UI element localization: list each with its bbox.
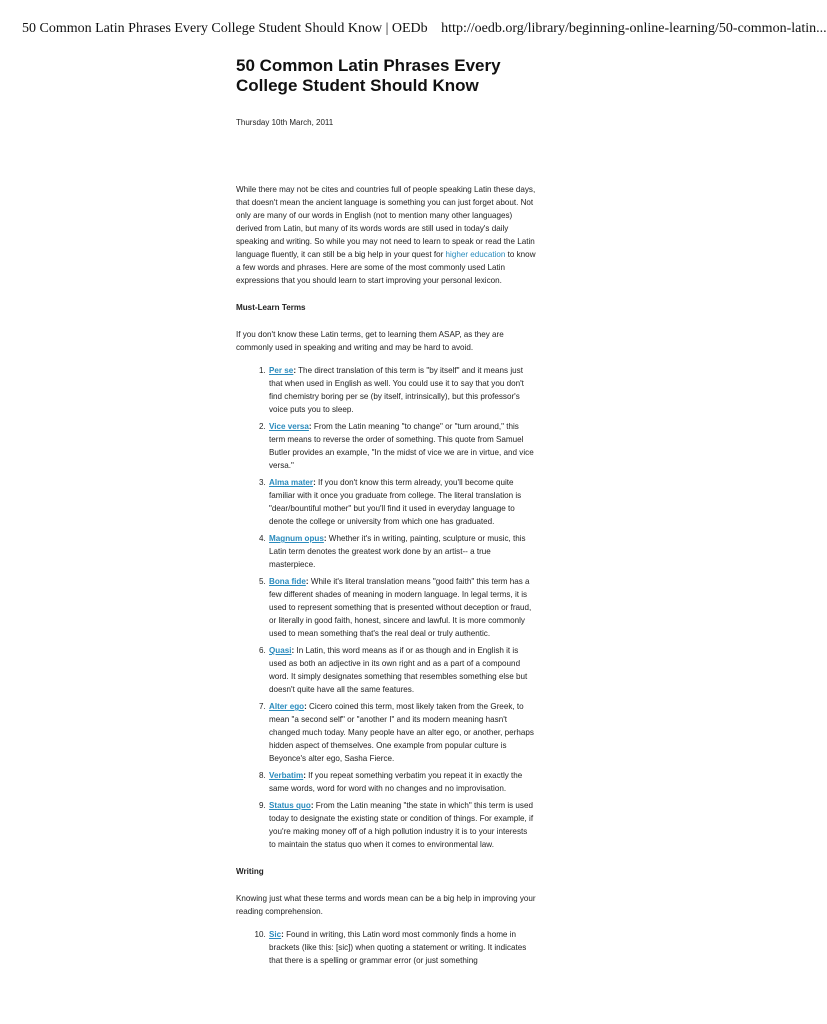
intro-text-before: While there may not be cites and countries full of people speaking Latin these days, that doesn't mean the ancient language is something you can just forget about. Not only are many of our words in English (not to mention many other languages) derived from Latin, but many of its words words are still used in today's daily speaking and writing. So while you may not need to learn to speak or read the Latin language fluently, it can still be a big help in your quest for [236,185,536,259]
term-link[interactable]: Per se [269,366,294,375]
term-list-item [268,532,536,571]
term-definition: Found in writing, this Latin word most commonly finds a home in brackets (like this: [sic]) when quoting a statement or writing. It indicates that there is a spelling or grammar error (or just something [269,930,527,965]
term-link[interactable]: Alma mater [269,478,314,487]
term-definition: From the Latin meaning "the state in which" this term is used today to designate the existing state or condition of things. For example, if you're making money off of a high pollution industry it is to your interests to maintain the status quo when it comes to environmental law. [269,801,534,849]
term-colon: : [293,366,297,375]
section-lead: If you don't know these Latin terms, get to learning them ASAP, as they are commonly used in speaking and writing and may be hard to avoid. [236,330,504,352]
term-link[interactable]: Status quo [269,801,311,810]
article [236,56,536,971]
higher-education-link[interactable]: higher education [445,250,506,259]
section-heading: Writing [236,867,264,876]
term-link[interactable]: Alter ego [269,702,305,711]
section-lead: Knowing just what these terms and words mean can be a big help in improving your reading comprehension. [236,894,536,916]
term-list-item [268,928,536,967]
term-list-item [268,700,536,765]
term-link[interactable]: Quasi [269,646,292,655]
term-link[interactable]: Sic [269,930,282,939]
term-colon: : [305,577,309,586]
term-colon: : [304,702,307,711]
term-definition: While it's literal translation means "good faith" this term has a few different shades of meaning in modern language. In legal terms, it is used to represent something that is presented without deception or fraud, or literally in good faith, honest, sincere and lawful. It is more commonly used to mean something that's the real deal or truly authentic. [269,577,532,638]
term-definition: Cicero coined this term, most likely taken from the Greek, to mean "a second self" or "another I" and its modern meaning hasn't changed much today. Many people have an alter ego, or another, perhaps hidden aspect of themselves. One example from popular culture is Beyonce's alter ego, Sasha Fierce. [269,702,534,763]
term-colon: : [323,534,327,543]
term-link[interactable]: Vice versa [269,422,309,431]
print-header [22,21,827,37]
print-header-url: http://oedb.org/library/beginning-online-learning/50-common-latin... [441,21,827,36]
term-list [236,928,536,967]
term-definition: The direct translation of this term is "by itself" and it means just that when used in English as well. You could use it to say that you don't find chemistry boring per se (by itself, intrinsically), but this professor's voice puts you to sleep. [269,366,524,414]
term-list [236,364,536,851]
article-title: 50 Common Latin Phrases Every College Student Should Know [236,56,501,95]
term-colon: : [291,646,295,655]
term-list-item [268,644,536,696]
term-list-item [268,476,536,528]
term-link[interactable]: Bona fide [269,577,306,586]
term-definition: From the Latin meaning "to change" or "turn around," this term means to reverse the order of something. This quote from Samuel Butler provides an example, "In the midst of vice we are in virtue, and vice versa." [269,422,534,470]
term-list-item [268,420,536,472]
term-definition: In Latin, this word means as if or as though and in English it is used as both an adjective in its own right and as a part of a compound word. It simply designates something that resembles something else but doesn't quite have all the same features. [269,646,528,694]
term-colon: : [303,771,306,780]
term-colon: : [310,801,314,810]
article-sections [236,301,536,967]
section-heading: Must-Learn Terms [236,303,306,312]
term-list-item [268,575,536,640]
term-link[interactable]: Magnum opus [269,534,324,543]
term-colon: : [313,478,316,487]
term-colon: : [308,422,312,431]
term-definition: If you don't know this term already, you'll become quite familiar with it once you graduate from college. The literal translation is "dear/bountiful mother" but you'll find it used in everyday language to denote the college or university from which one has graduated. [269,478,522,526]
term-list-item [268,799,536,851]
term-link[interactable]: Verbatim [269,771,304,780]
term-list-item [268,364,536,416]
term-list-item [268,769,536,795]
term-definition: Whether it's in writing, painting, sculpture or music, this Latin term denotes the greatest work done by an artist-- a true masterpiece. [269,534,526,569]
article-date: Thursday 10th March, 2011 [236,118,334,127]
term-definition: If you repeat something verbatim you repeat it in exactly the same words, word for word with no changes and no improvisation. [269,771,523,793]
intro-text-after: to know a few words and phrases. Here are some of the most commonly used Latin expressions that you should learn to start improving your personal lexicon. [236,250,536,285]
term-colon: : [281,930,284,939]
print-header-title: 50 Common Latin Phrases Every College Student Should Know | OEDb [22,21,428,36]
intro-paragraph [236,183,536,287]
